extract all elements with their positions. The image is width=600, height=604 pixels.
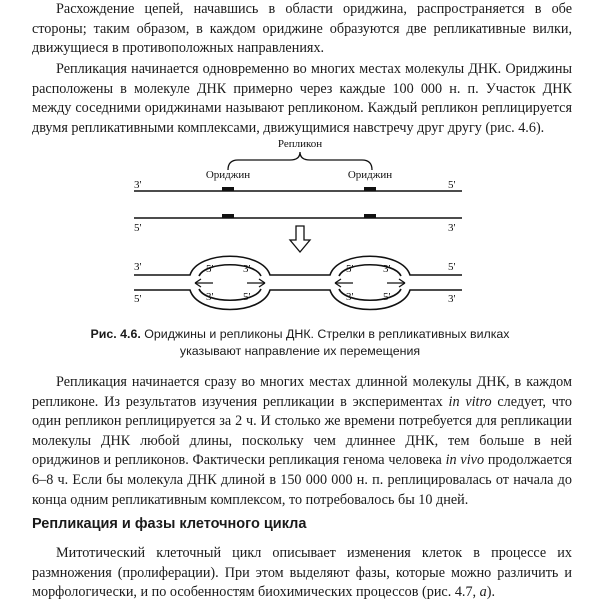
- bubble-right-label-lr: 5': [383, 291, 391, 303]
- section-heading: Репликация и фазы клеточного цикла: [32, 516, 307, 532]
- paragraph-replication-timing: [32, 373, 572, 510]
- p3-in-vitro: in vitro: [448, 393, 492, 410]
- paragraph-cell-cycle: [32, 544, 572, 603]
- p3-text-a: Репликация начинается сразу во многих местах длинной молекулы ДНК, в каждом репликоне. Из результатов изучения репликации в экспериментах: [32, 374, 572, 410]
- p4-figure-ref-a: а: [479, 584, 487, 601]
- figure-caption: [60, 326, 540, 360]
- fork-arrow-left-bubble-left-icon: [195, 279, 213, 287]
- origin-label-left: Ориджин: [205, 169, 251, 181]
- bubble-left-label-lr: 5': [243, 291, 251, 303]
- replicon-brace: [228, 152, 372, 170]
- replicon-label: Репликон: [277, 138, 323, 150]
- origin-label-right: Ориджин: [347, 169, 393, 181]
- strand-bottom-lower-right-end: 3': [448, 293, 456, 305]
- origin-marker-upper-left: [222, 187, 234, 191]
- p4-text-a: Митотический клеточный цикл описывает изменения клеток в процессе их размножения (пролиферации). При этом выделяют фазы, которые можно различить и морфологически, и по особенностям биохимических процессов (рис. 4.7,: [32, 545, 572, 601]
- bubble-right-label-ul: 5': [346, 263, 354, 275]
- caption-text: Ориджины и репликоны ДНК. Стрелки в репликативных вилках указывают направление их перемещения: [140, 327, 510, 358]
- origin-marker-upper-right: [364, 187, 376, 191]
- strand-top-right-end: 5': [448, 179, 456, 191]
- p3-in-vivo: in vivo: [445, 452, 485, 469]
- strand-bottom-upper-right-end: 5': [448, 261, 456, 273]
- parental-strand-upper: [134, 256, 462, 275]
- p4-text-c: ).: [486, 584, 496, 601]
- p3-text-e: продолжается 6–8 ч. Если бы молекула ДНК длиной в 150 000 000 н. п. реплицировалась от начала до конца одним репликативным комплексом, то потребовалось бы 10 дней.: [32, 452, 573, 508]
- strand-top-lower-right-end: 3': [448, 222, 456, 234]
- bubble-left-label-ll: 3': [206, 291, 214, 303]
- bubble-left-label-ur: 3': [243, 263, 251, 275]
- paragraph-strand-separation: Расхождение цепей, начавшись в области ориджина, распространяется в обе стороны; таким образом, в каждом ориджине образуются две репликативные вилки, движущиеся в противоположных направлениях.: [32, 1, 572, 57]
- bubble-right-label-ur: 3': [383, 263, 391, 275]
- origin-marker-lower-left: [222, 214, 234, 218]
- figure-4-6-diagram: [0, 130, 600, 330]
- caption-label: Рис. 4.6.: [90, 327, 141, 341]
- fork-arrow-left-bubble-right-icon: [247, 279, 265, 287]
- bubble-right-label-ll: 3': [346, 291, 354, 303]
- strand-top-left-end: 3': [134, 179, 142, 191]
- transition-arrow-icon: [290, 226, 310, 252]
- fork-arrow-right-bubble-left-icon: [335, 279, 353, 287]
- parental-strand-lower: [134, 290, 462, 310]
- paragraph-replication-origins: Репликация начинается одновременно во многих местах молекулы ДНК. Ориджины расположены в молекуле ДНК примерно через каждые 100 000 н. п. Участок ДНК между соседними ориджинами называют репликоном. Каждый репликон реплицируется двумя репликативными комплексами, движущимися навстречу друг другу (рис. 4.6).: [32, 61, 572, 136]
- strand-bottom-upper-left-end: 3': [134, 261, 142, 273]
- fork-arrow-right-bubble-right-icon: [387, 279, 405, 287]
- p3-text-c: следует, что один репликон реплицируется за 2 ч. И столько же времени потребуется для репликации молекулы ДНК любой длины, поскольку чем длиннее ДНК, тем больше в ней ориджинов и репликонов. Фактически репликация генома человека: [32, 393, 572, 469]
- strand-bottom-lower-left-end: 5': [134, 293, 142, 305]
- origin-marker-lower-right: [364, 214, 376, 218]
- bubble-left-label-ul: 5': [206, 263, 214, 275]
- strand-top-lower-left-end: 5': [134, 222, 142, 234]
